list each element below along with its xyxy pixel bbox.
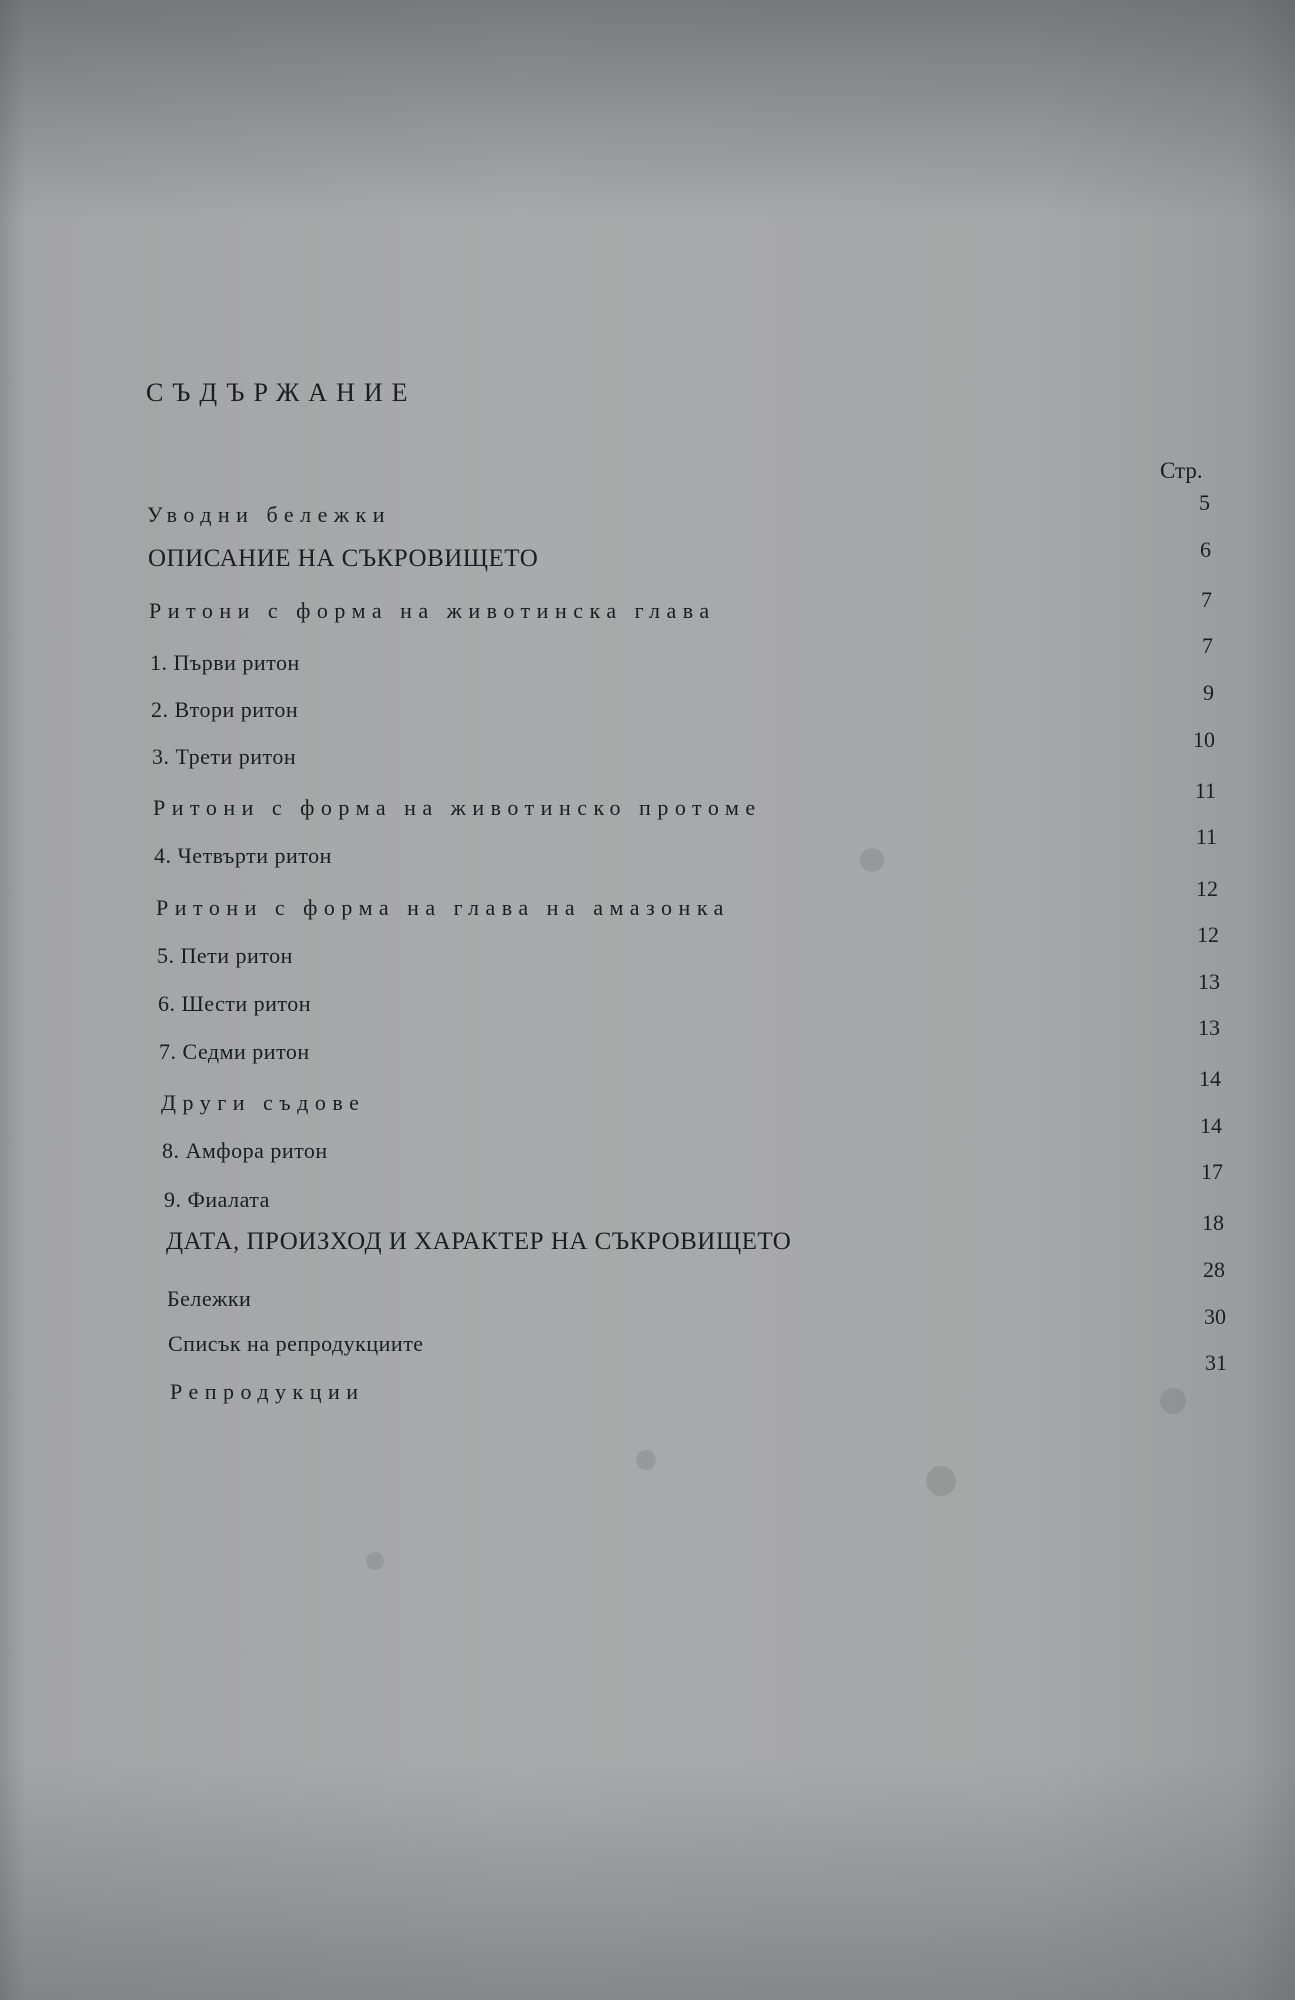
toc-entry: Уводни бележки bbox=[147, 502, 392, 527]
toc-page-number: 5 bbox=[1199, 490, 1210, 515]
toc-entry: 4. Четвърти ритон bbox=[154, 843, 332, 868]
toc-page-number: 11 bbox=[1195, 824, 1217, 849]
toc-entry: ДАТА, ПРОИЗХОД И ХАРАКТЕР НА СЪКРОВИЩЕТО bbox=[166, 1228, 792, 1255]
toc-entry: Репродукции bbox=[170, 1379, 365, 1404]
toc-page-number: 30 bbox=[1204, 1304, 1226, 1329]
toc-page-number: 18 bbox=[1202, 1210, 1224, 1235]
toc-page-number: 6 bbox=[1200, 537, 1211, 562]
toc-entry: 6. Шести ритон bbox=[158, 991, 312, 1016]
toc-page-number: 10 bbox=[1193, 727, 1215, 752]
toc-page-number: 17 bbox=[1201, 1159, 1223, 1184]
toc-entry: 9. Фиалата bbox=[164, 1187, 270, 1212]
toc-entry: Списък на репродукциите bbox=[168, 1331, 424, 1356]
toc-entry: ОПИСАНИЕ НА СЪКРОВИЩЕТО bbox=[148, 545, 539, 572]
page-column-label: Стр. bbox=[1160, 458, 1203, 483]
toc-entry: 8. Амфора ритон bbox=[162, 1138, 328, 1163]
toc-page-number: 28 bbox=[1203, 1257, 1225, 1282]
toc-entry: 2. Втори ритон bbox=[151, 697, 299, 722]
paper-spot bbox=[1160, 1388, 1186, 1414]
toc-page-number: 9 bbox=[1203, 680, 1214, 705]
toc-page-number: 31 bbox=[1205, 1350, 1227, 1375]
toc-page-number: 7 bbox=[1201, 587, 1212, 612]
toc-entry: 1. Първи ритон bbox=[150, 650, 300, 675]
toc-entry: Бележки bbox=[167, 1286, 252, 1311]
toc-entry: 3. Трети ритон bbox=[152, 744, 297, 769]
toc-page-number: 13 bbox=[1198, 1015, 1220, 1040]
toc-page-number: 12 bbox=[1197, 922, 1219, 947]
toc-page-number: 13 bbox=[1198, 969, 1220, 994]
page-shadow-top bbox=[0, 0, 1295, 220]
toc-entry: 5. Пети ритон bbox=[157, 943, 293, 968]
toc-page-number: 11 bbox=[1194, 778, 1216, 803]
toc-entry: Ритони с форма на животинско протоме bbox=[153, 795, 762, 820]
paper-spot bbox=[636, 1450, 656, 1470]
toc-entry: Други съдове bbox=[161, 1090, 366, 1115]
toc-page-number: 12 bbox=[1196, 876, 1218, 901]
toc-entry: 7. Седми ритон bbox=[159, 1039, 310, 1064]
paper-spot bbox=[366, 1552, 384, 1570]
toc-page-number: 14 bbox=[1199, 1066, 1221, 1091]
toc-title: СЪДЪРЖАНИЕ bbox=[146, 378, 417, 407]
toc-entry: Ритони с форма на животинска глава bbox=[149, 598, 716, 623]
page-shadow-bottom bbox=[0, 1760, 1295, 2000]
toc-page-number: 7 bbox=[1202, 633, 1213, 658]
paper-spot bbox=[860, 848, 884, 872]
toc-entry: Ритони с форма на глава на амазонка bbox=[156, 895, 730, 920]
paper-spot bbox=[926, 1466, 956, 1496]
toc-page-number: 14 bbox=[1200, 1113, 1222, 1138]
